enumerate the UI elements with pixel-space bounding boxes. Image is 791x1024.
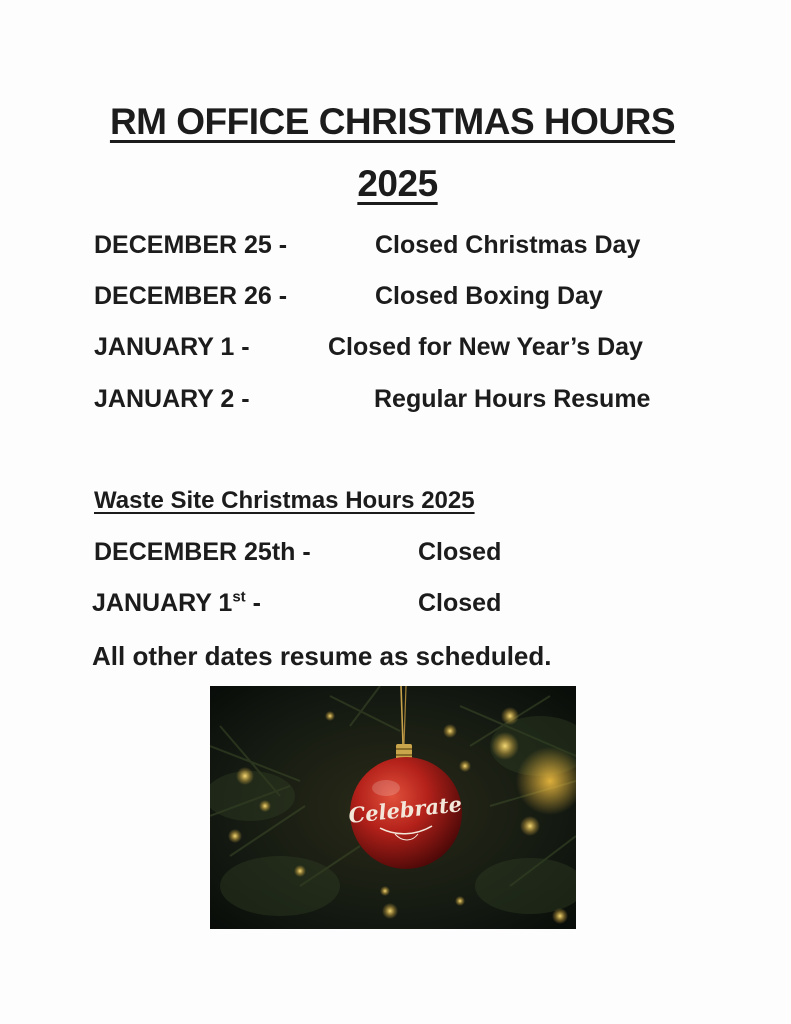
office-date-dec26: DECEMBER 26 -: [94, 282, 288, 310]
office-note-jan2: Regular Hours Resume: [374, 385, 651, 413]
ornament-celebrate-text: Celebrate: [347, 791, 464, 828]
waste-site-heading: Waste Site Christmas Hours 2025: [94, 487, 475, 514]
page-title-year: 2025: [357, 163, 438, 204]
waste-date-jan1: [92, 588, 261, 618]
office-date-jan2: JANUARY 2 -: [94, 385, 250, 413]
waste-note-jan1: Closed: [418, 589, 502, 617]
office-date-dec25: DECEMBER 25 -: [94, 231, 288, 259]
page-title: RM OFFICE CHRISTMAS HOURS: [109, 101, 676, 142]
office-date-jan1: JANUARY 1 -: [94, 333, 250, 361]
waste-date-dec25: DECEMBER 25th -: [94, 538, 311, 566]
office-note-dec25: Closed Christmas Day: [375, 231, 641, 259]
office-note-dec26: Closed Boxing Day: [375, 282, 603, 310]
ornament-photo: [210, 686, 576, 929]
waste-date-jan1-dash: -: [245, 589, 261, 617]
waste-date-jan1-ordinal: st: [232, 588, 246, 606]
waste-note-dec25: Closed: [418, 538, 502, 566]
footer-note: All other dates resume as scheduled.: [92, 641, 552, 671]
waste-date-jan1-main: JANUARY 1: [92, 589, 233, 617]
office-note-jan1: Closed for New Year’s Day: [328, 333, 643, 361]
